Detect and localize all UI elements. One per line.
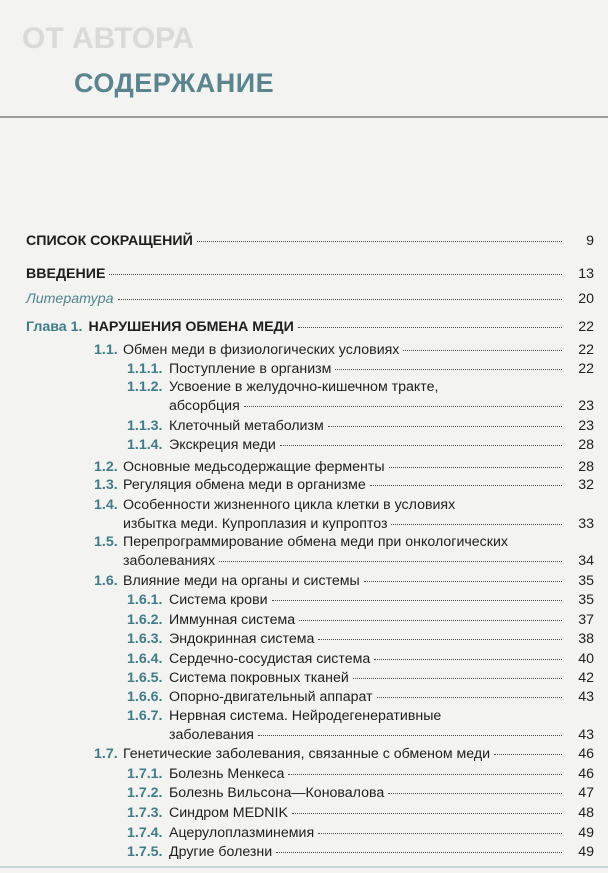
dot-leader: [403, 350, 562, 351]
page-number: 35: [578, 592, 594, 608]
dot-leader: [391, 524, 562, 525]
dot-leader: [109, 274, 562, 275]
page-number: 23: [578, 398, 594, 414]
section-number: 1.6.7.: [127, 708, 163, 724]
toc-entry-title: Усвоение в желудочно-кишечном тракте,: [169, 379, 439, 395]
footer-divider: [0, 866, 608, 868]
page-number: 28: [578, 459, 594, 475]
dot-leader: [377, 697, 562, 698]
page-number: 47: [578, 785, 594, 801]
dot-leader: [299, 620, 562, 621]
page-number: 9: [586, 233, 594, 249]
page-number: 43: [578, 689, 594, 705]
toc-entry-title: Эндокринная система: [169, 631, 315, 647]
section-number: 1.1.4.: [127, 437, 163, 453]
page-number: 28: [578, 437, 594, 453]
toc-entry-title: Генетические заболевания, связанные с обменом меди: [123, 746, 491, 762]
dot-leader: [280, 445, 562, 446]
dot-leader: [219, 561, 562, 562]
section-number: 1.6.: [94, 573, 118, 589]
dot-leader: [318, 639, 562, 640]
toc-entry-title: Клеточный метаболизм: [169, 418, 324, 434]
toc-entry-title: Литература: [26, 291, 114, 307]
dot-leader: [494, 754, 562, 755]
page-number: 49: [578, 825, 594, 841]
ghost-heading: ОТ АВТОРА: [22, 22, 195, 55]
page-title: СОДЕРЖАНИЕ: [74, 68, 275, 98]
dot-leader: [318, 833, 562, 834]
toc-entry-title: Иммунная система: [169, 612, 296, 628]
section-number: 1.7.3.: [127, 805, 163, 821]
dot-leader: [272, 600, 562, 601]
section-number: 1.5.: [94, 534, 118, 550]
dot-leader: [258, 735, 562, 736]
page-number: 48: [578, 805, 594, 821]
page-number: 40: [578, 651, 594, 667]
toc-entry-title-continued: избытка меди. Купроплазия и купроптоз: [123, 516, 388, 532]
toc-entry-title: Система крови: [169, 592, 268, 608]
section-number: 1.7.1.: [127, 766, 163, 782]
section-number: 1.1.2.: [127, 379, 163, 395]
section-number: 1.6.4.: [127, 651, 163, 667]
section-number: 1.6.1.: [127, 592, 163, 608]
section-number: 1.6.3.: [127, 631, 163, 647]
toc-entry-title: Синдром MEDNIK: [169, 805, 288, 821]
toc-entry-title: Перепрограммирование обмена меди при онкологических: [123, 534, 508, 550]
section-number: 1.1.: [94, 342, 118, 358]
dot-leader: [298, 327, 562, 328]
section-number: 1.7.2.: [127, 785, 163, 801]
page-number: 13: [578, 266, 594, 282]
toc-entry-title: Болезнь Вильсона—Коновалова: [169, 785, 385, 801]
toc-entry-title: Экскреция меди: [169, 437, 276, 453]
section-number: 1.7.: [94, 746, 118, 762]
dot-leader: [328, 426, 562, 427]
dot-leader: [292, 813, 562, 814]
page-number: 23: [578, 418, 594, 434]
toc-entry-title: СПИСОК СОКРАЩЕНИЙ: [26, 233, 193, 249]
dot-leader: [197, 241, 562, 242]
section-number: 1.6.2.: [127, 612, 163, 628]
toc-entry-title: Болезнь Менкеса: [169, 766, 285, 782]
section-number: 1.4.: [94, 497, 118, 513]
dot-leader: [370, 485, 562, 486]
toc-entry-title-continued: заболевания: [169, 727, 254, 743]
dot-leader: [244, 406, 562, 407]
toc-entry-title-continued: абсорбция: [169, 398, 240, 414]
toc-entry-title: Влияние меди на органы и системы: [123, 573, 360, 589]
page-number: 46: [578, 746, 594, 762]
dot-leader: [389, 467, 562, 468]
toc-entry-title: Система покровных тканей: [169, 670, 349, 686]
toc-entry-title: Опорно-двигательный аппарат: [169, 689, 373, 705]
page-number: 42: [578, 670, 594, 686]
toc-entry-title: Особенности жизненного цикла клетки в условиях: [123, 497, 456, 513]
section-number: 1.3.: [94, 477, 118, 493]
toc-entry-title: Сердечно-сосудистая система: [169, 651, 371, 667]
toc-entry-title: Регуляция обмена меди в организме: [123, 477, 366, 493]
page-number: 49: [578, 844, 594, 860]
page-number: 22: [578, 361, 594, 377]
toc-entry-title: Обмен меди в физиологических условиях: [123, 342, 400, 358]
page-number: 20: [578, 291, 594, 307]
section-number: 1.7.4.: [127, 825, 163, 841]
dot-leader: [353, 678, 562, 679]
toc-entry-title: Другие болезни: [169, 844, 273, 860]
toc-entry-title: ВВЕДЕНИЕ: [26, 266, 106, 282]
section-number: 1.1.3.: [127, 418, 163, 434]
section-number: 1.2.: [94, 459, 118, 475]
page-number: 22: [578, 319, 594, 335]
page-number: 37: [578, 612, 594, 628]
dot-leader: [276, 852, 562, 853]
page-number: 43: [578, 727, 594, 743]
chapter-label: Глава 1.: [26, 319, 83, 335]
toc-entry-title: Нервная система. Нейродегенеративные: [169, 708, 442, 724]
dot-leader: [364, 581, 562, 582]
page-number: 22: [578, 342, 594, 358]
page-number: 38: [578, 631, 594, 647]
section-number: 1.6.6.: [127, 689, 163, 705]
dot-leader: [374, 659, 562, 660]
section-number: 1.7.5.: [127, 844, 163, 860]
dot-leader: [388, 793, 562, 794]
dot-leader: [335, 369, 562, 370]
toc-entry-title: Поступление в организм: [169, 361, 332, 377]
dot-leader: [288, 774, 562, 775]
page-number: 34: [578, 553, 594, 569]
dot-leader: [118, 299, 563, 300]
section-number: 1.6.5.: [127, 670, 163, 686]
section-number: 1.1.1.: [127, 361, 163, 377]
toc-entry-title: НАРУШЕНИЯ ОБМЕНА МЕДИ: [88, 319, 294, 335]
toc-entry-title: Ацерулоплазминемия: [169, 825, 315, 841]
page-number: 35: [578, 573, 594, 589]
page-number: 46: [578, 766, 594, 782]
toc-entry-title: Основные медьсодержащие ферменты: [123, 459, 385, 475]
toc-entry-title-continued: заболеваниях: [123, 553, 216, 569]
page-number: 32: [578, 477, 594, 493]
page-number: 33: [578, 516, 594, 532]
